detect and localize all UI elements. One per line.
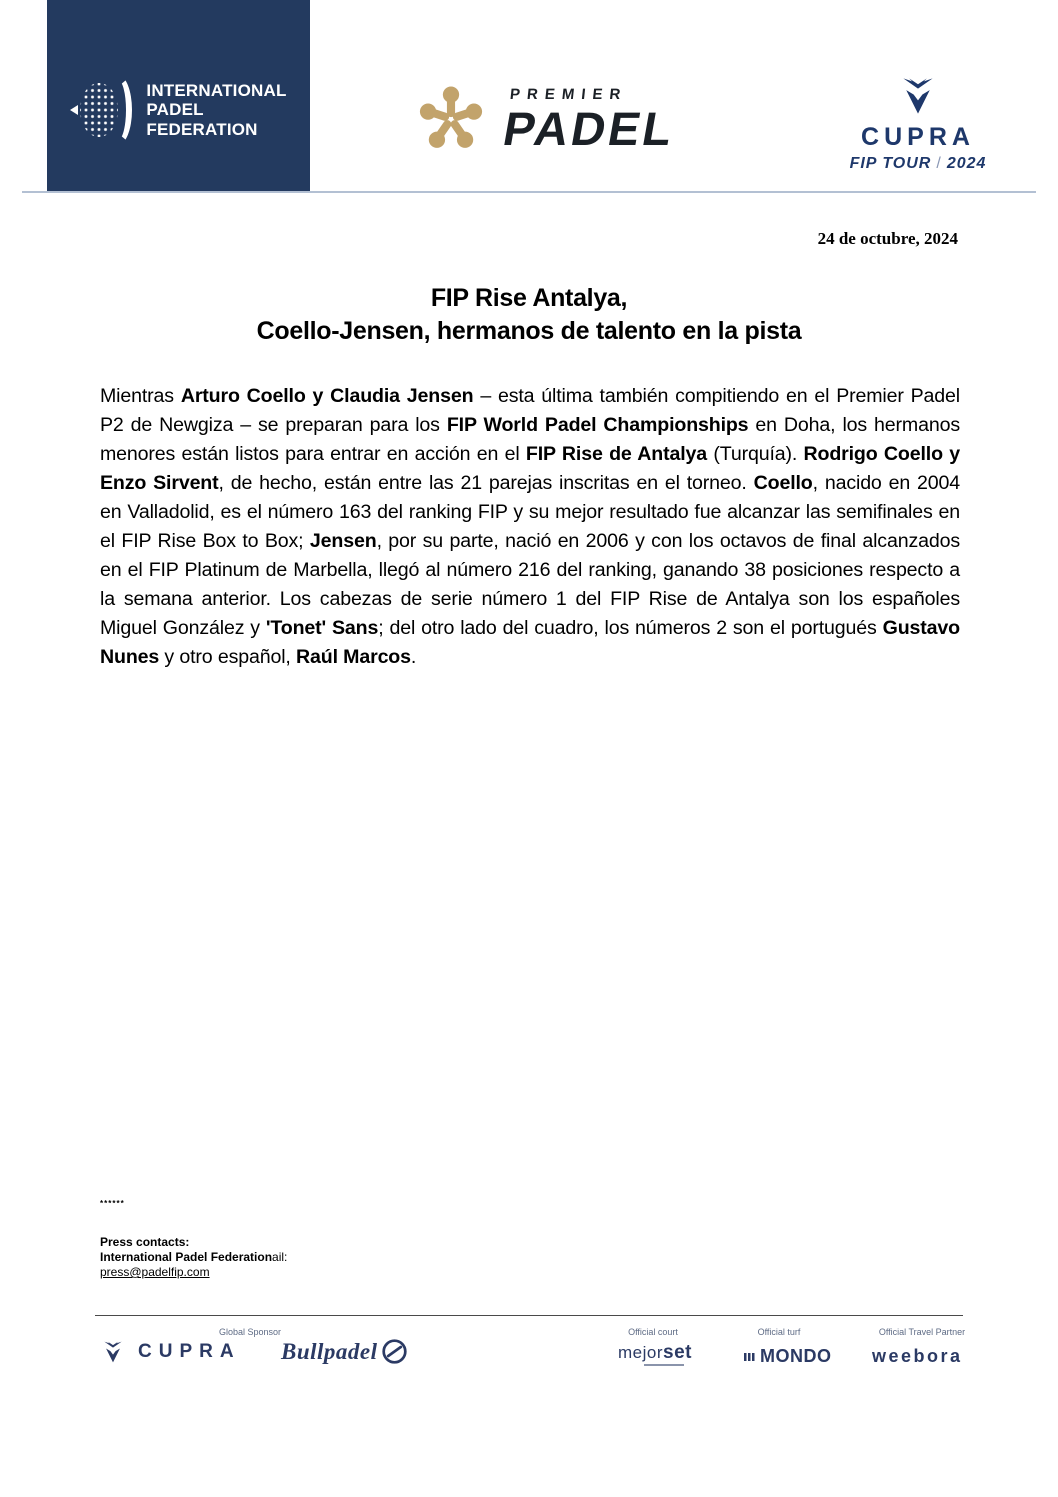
press-org-name: International Padel Federation [100,1250,273,1264]
ipf-word-line2: PADEL [146,100,204,120]
ipf-word-line1: INTERNATIONAL [146,81,287,101]
year-label: 2024 [946,155,987,172]
weebora-label: weebora [872,1346,963,1366]
press-contacts-block [100,1196,287,1280]
premier-padel-flower-icon [414,82,488,156]
premier-padel-logo [414,82,680,156]
slash-separator: / [936,155,942,172]
mejorset-mejor-label: mejor [618,1343,664,1362]
cupra-emblem-icon [896,78,940,114]
fip-tour-label: FIP TOUR [849,155,932,172]
ipf-arrow-icon [70,105,78,115]
global-sponsor-label: Global Sponsor [218,1327,282,1337]
premier-label: PREMIER [509,86,629,103]
official-turf-label: Official turf [757,1327,801,1337]
footer-divider [95,1315,963,1316]
ipf-logo [70,75,286,145]
mejorset-logo [618,1343,692,1366]
press-contacts-label: Press contacts: [100,1235,190,1249]
bullpadel-ball-icon [381,1338,408,1365]
ipf-wordmark [146,81,286,138]
cupra-footer-label: CUPRA [138,1341,241,1362]
bullpadel-logo [281,1338,408,1365]
press-org-rest: ail: [272,1250,288,1264]
travel-partner-label: Official Travel Partner [878,1327,966,1337]
title-line1: FIP Rise Antalya, [430,284,628,312]
ipf-ball-icon [70,75,134,145]
official-court-label: Official court [628,1327,678,1337]
padel-label: PADEL [499,102,680,155]
press-release-date: 24 de octubre, 2024 [817,229,958,248]
title-line2: Coello-Jensen, hermanos de talento en la pista [256,317,802,345]
premier-padel-wordmark [499,86,680,155]
cupra-tour-label [843,155,993,173]
mondo-label: MONDO [760,1346,832,1366]
header-divider [22,191,1036,193]
page-title [0,282,1058,348]
cupra-footer-logo [100,1340,241,1364]
mejorset-tagline-bar [644,1364,684,1366]
weebora-logo [872,1346,963,1367]
cupra-fip-tour-logo [843,78,993,173]
bullpadel-label: Bullpadel [281,1338,378,1364]
cupra-brand-label: CUPRA [861,123,975,151]
cupra-emblem-small-icon [100,1340,126,1364]
ipf-word-line3: FEDERATION [146,119,258,139]
ipf-logo-block [47,0,310,192]
ipf-arc-icon [104,75,132,145]
mejorset-set-label: set [663,1342,692,1363]
press-email-link[interactable]: press@padelfip.com [100,1265,210,1279]
press-org-line [100,1250,287,1265]
separator-stars: ****** [100,1199,125,1208]
mondo-logo [744,1346,832,1367]
press-release-body: Mientras Arturo Coello y Claudia Jensen – esta última también compitiendo en el Premier Padel P2 de Newgiza – se preparan para los FIP World Padel Championships en Doha, los hermanos menores están listos para entrar en acción en el FIP Rise de Antalya (Turquía). Rodrigo Coello y Enzo Sirvent, de hecho, están entre las 21 parejas inscritas en el torneo. Coello, nacido en 2004 en Valladolid, es el número 163 del ranking FIP y su mejor resultado fue alcanzar las semifinales en el FIP Rise Box to Box; Jensen, por su parte, nació en 2006 y con los octavos de final alcanzados en el FIP Platinum de Marbella, llegó al número 216 del ranking, ganando 38 posiciones respecto a la semana anterior. Los cabezas de serie número 1 del FIP Rise de Antalya son los españoles Miguel González y 'Tonet' Sans; del otro lado del cuadro, los números 2 son el portugués Gustavo Nunes y otro español, Raúl Marcos. [100,385,961,668]
mondo-bars-icon [744,1350,758,1364]
